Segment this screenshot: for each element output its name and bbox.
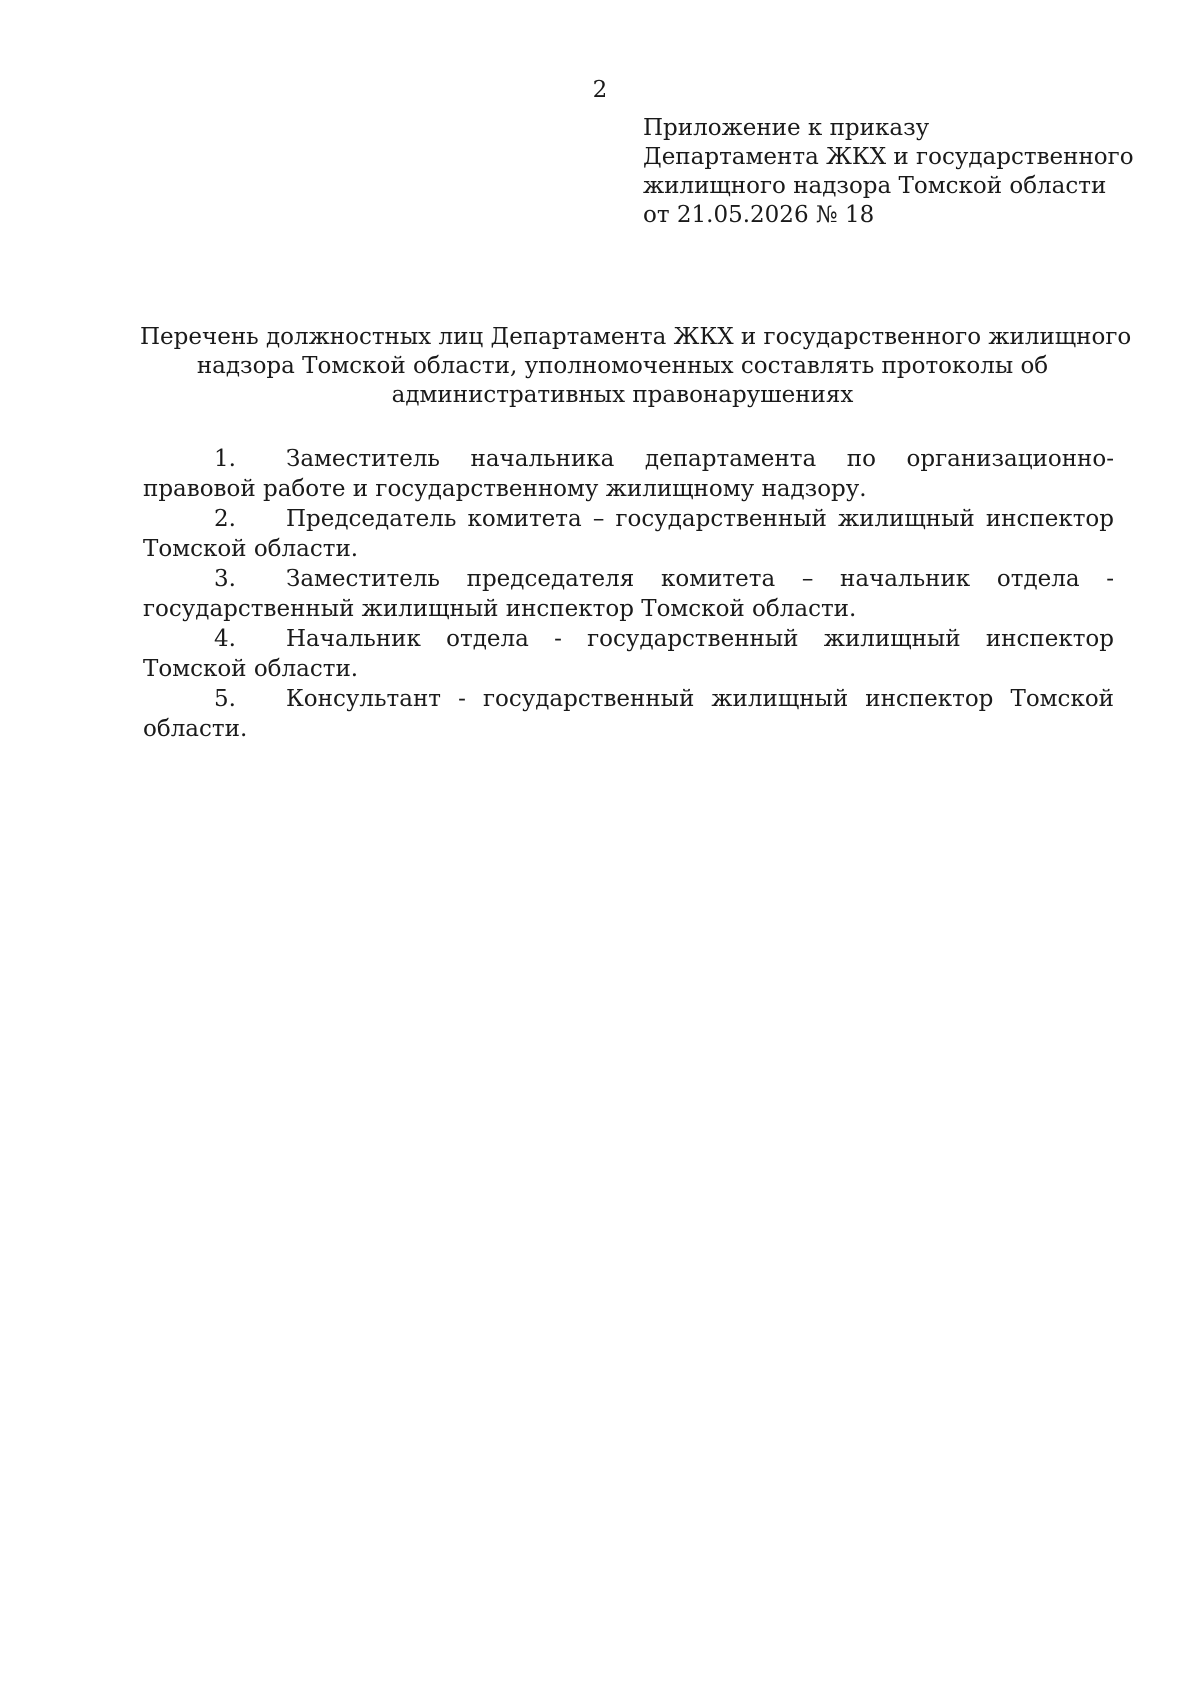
item-number: 5.: [214, 686, 236, 712]
title-line: административных правонарушениях: [391, 382, 854, 408]
item-number: 1.: [214, 446, 236, 472]
item-text: Консультант - государственный жилищный инспектор Томской области.: [143, 686, 1114, 742]
appendix-line: Приложение к приказу: [643, 115, 930, 141]
list-item: [143, 684, 1114, 744]
title-line: Перечень должностных лиц Департамента ЖКХ и государственного жилищного: [140, 324, 1132, 350]
list-item: [143, 504, 1114, 564]
title-line: надзора Томской области, уполномоченных составлять протоколы об: [196, 353, 1049, 379]
list-item: [143, 624, 1114, 684]
item-text: Заместитель председателя комитета – начальник отдела - государственный жилищный инспектор Томской области.: [143, 566, 1114, 622]
appendix-line: Департамента ЖКХ и государственного: [643, 144, 1134, 170]
list-item: [143, 444, 1114, 504]
officials-list: [143, 444, 1114, 744]
item-number: 2.: [214, 506, 236, 532]
item-number: 3.: [214, 566, 236, 592]
item-text: Председатель комитета – государственный жилищный инспектор Томской области.: [143, 506, 1114, 562]
item-number: 4.: [214, 626, 236, 652]
item-text: Заместитель начальника департамента по организационно-правовой работе и государственному жилищному надзору.: [143, 446, 1114, 502]
appendix-line: от 21.05.2026 № 18: [643, 202, 875, 228]
appendix-line: жилищного надзора Томской области: [643, 173, 1107, 199]
appendix-header: [643, 114, 1163, 230]
item-text: Начальник отдела - государственный жилищный инспектор Томской области.: [143, 626, 1114, 682]
document-title: [140, 323, 1132, 410]
list-item: [143, 564, 1114, 624]
page-number: 2: [592, 77, 608, 103]
